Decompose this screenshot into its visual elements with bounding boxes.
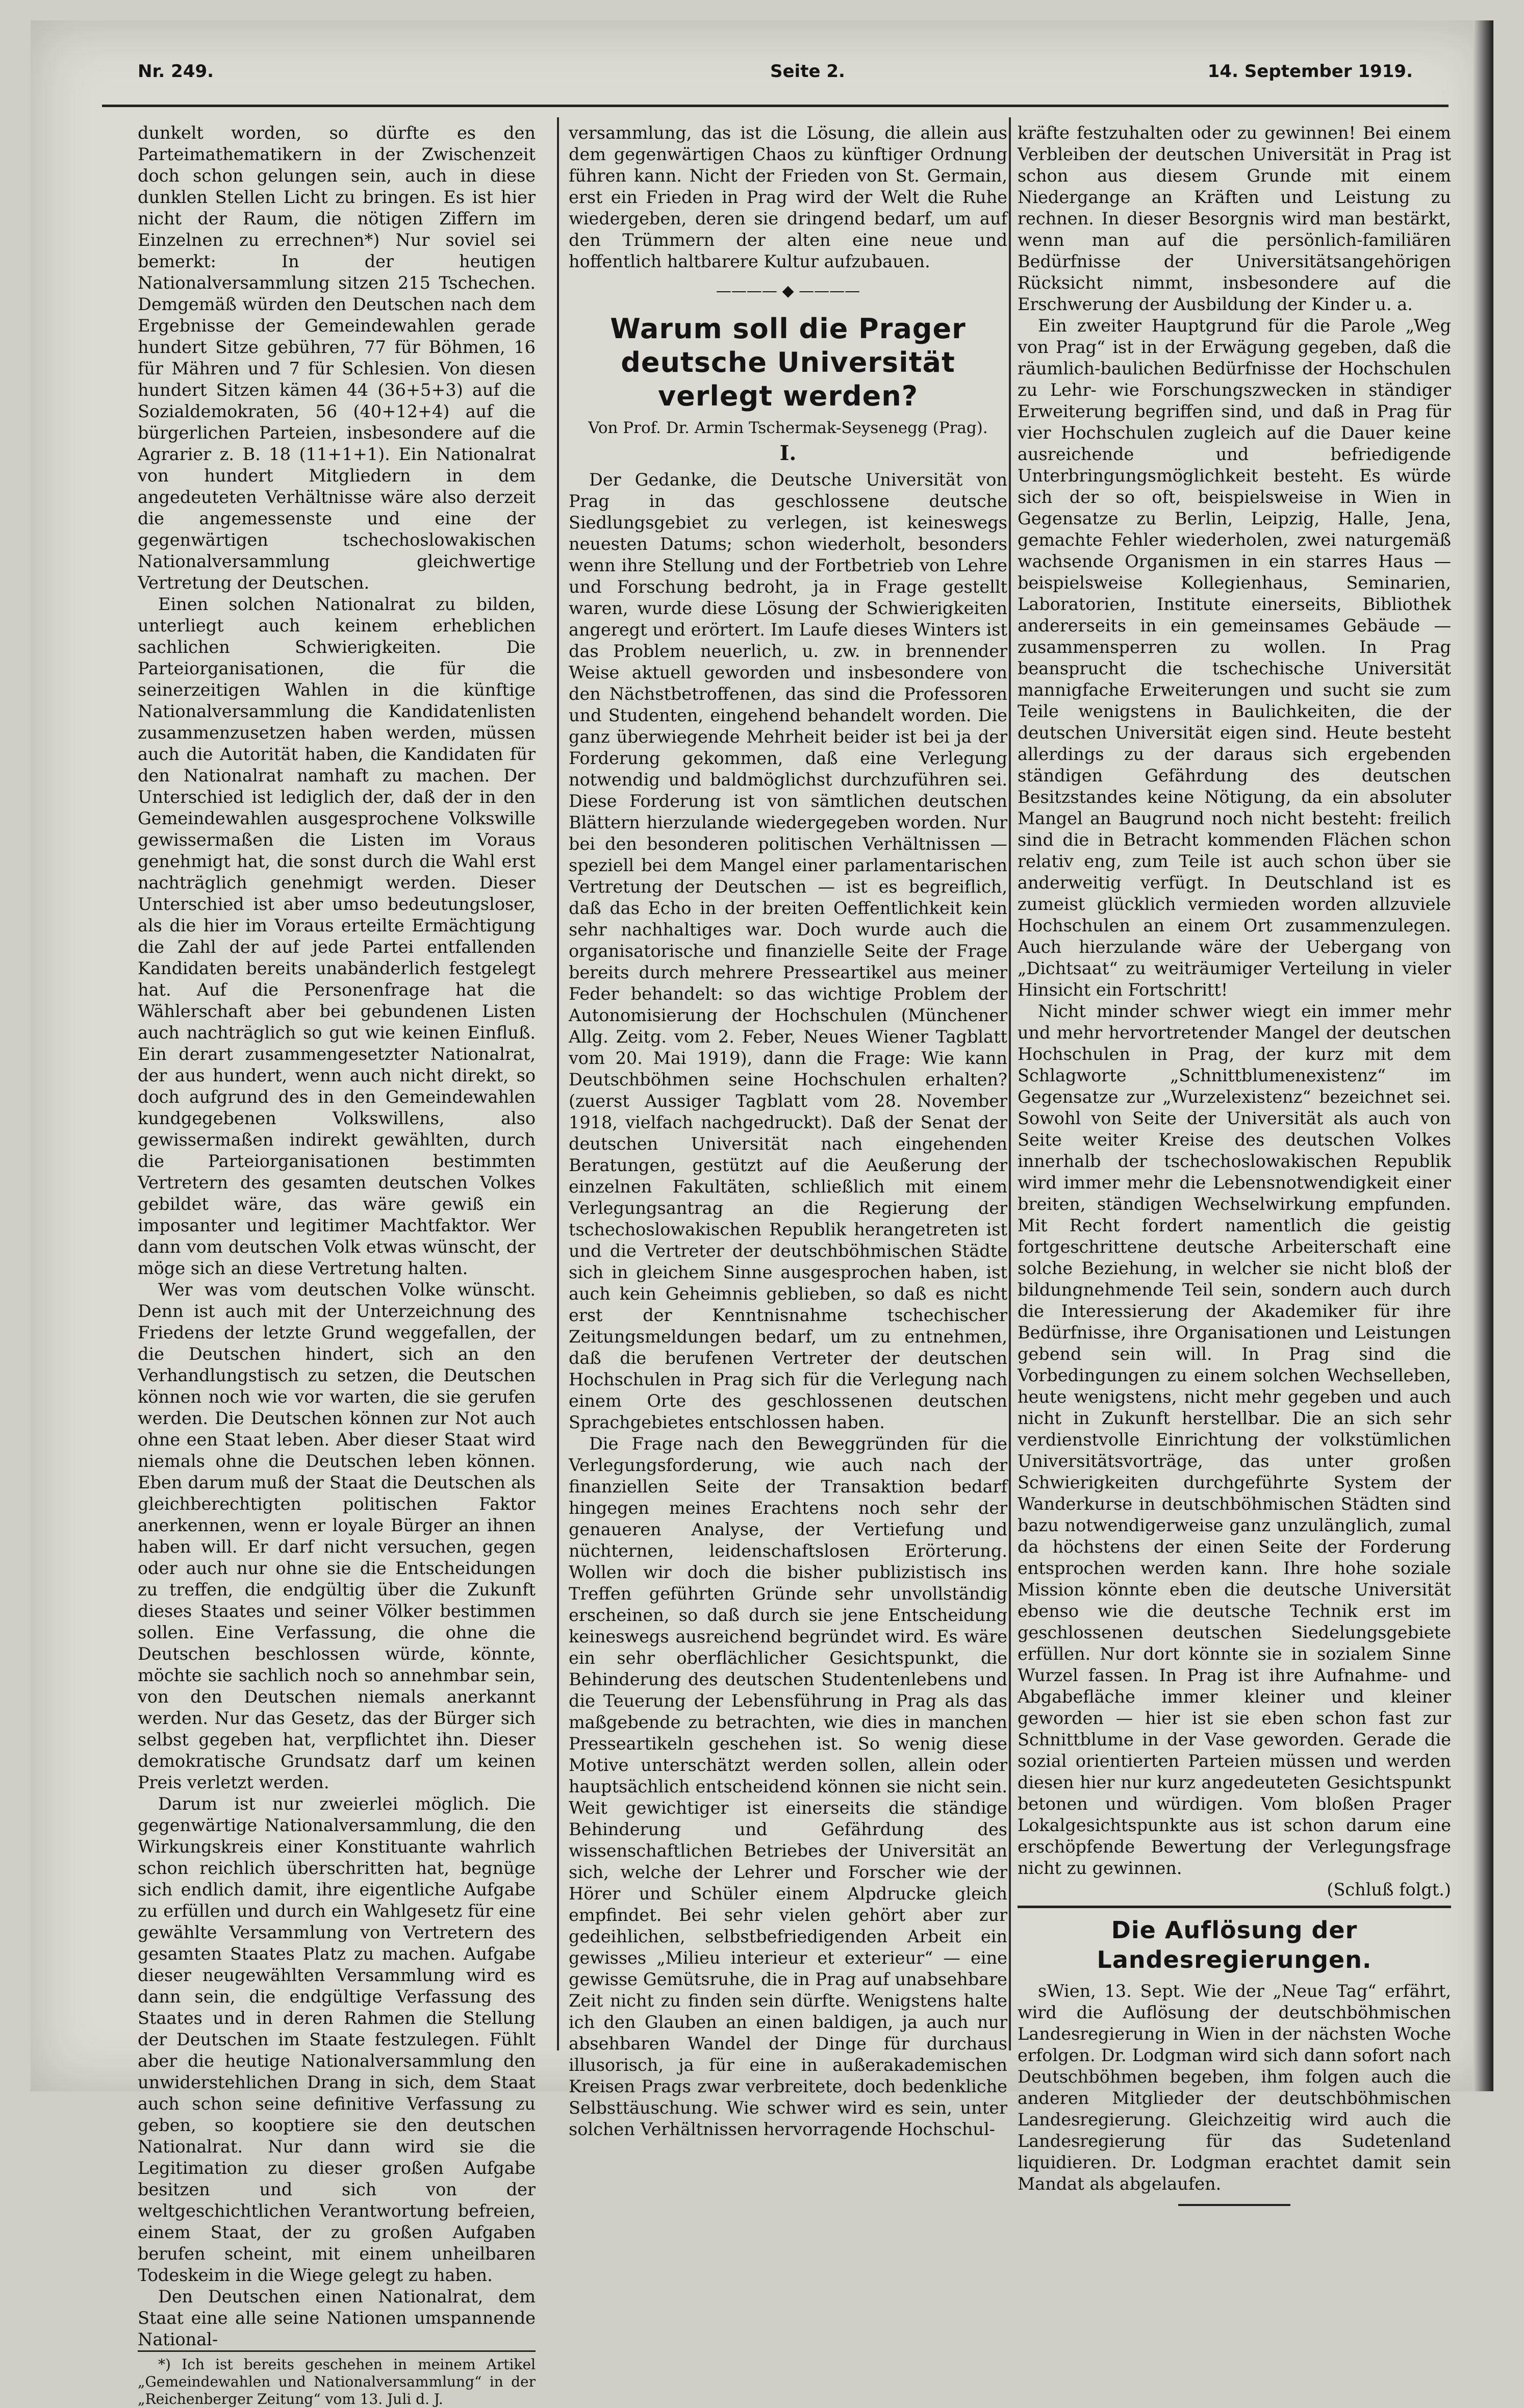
paragraph: Darum ist nur zweierlei möglich. Die gegenwärtige Nationalversammlung, die den Wirkungskreis einer Konstituante wahrlich schon reichlich überschritten hat, begnüge sich endlich damit, ihre eigentliche Aufgabe zu erfüllen und durch ein Wahlgesetz für eine gewählte Versammlung von Vertretern des gesamten Staates Platz zu machen. Aufgabe dieser neugewählten Versammlung wird es dann sein, die endgültige Verfassung des Staates und in deren Rahmen die Stellung der Deutschen im Staate festzulegen. Fühlt aber die heutige Nationalversammlung den unwiderstehlichen Drang in sich, dem Staat auch schon seine definitive Verfassung zu geben, so kooptiere sie den deutschen Nationalrat. Nur dann wird sie die Legitimation zu dieser großen Aufgabe besitzen und sich von der weltgeschichtlichen Verantwortung befreien, einem Staat, der zu großen Aufgaben berufen scheint, mit einem unheilbaren Todeskeim in die Wiege gelegt zu haben. [138,1794,536,2285]
paragraph: Den Deutschen einen Nationalrat, dem Staat eine alle seine Nationen umspannende National- [138,2287,536,2349]
article-byline: Von Prof. Dr. Armin Tschermak-Seysenegg (Prag). [588,419,988,437]
column-3 [1018,122,1451,2194]
issue-date: 14. September 1919. [1207,61,1413,82]
paragraph: Ein zweiter Hauptgrund für die Parole „Weg von Prag“ ist in der Erwägung gegeben, daß die räumlich-baulichen Bedürfnisse der Hochschulen zu Lehr- wie Forschungszwecken in ständiger Erweiterung begriffen sind, und daß in Prag für vier Hochschulen zugleich auf die Dauer keine ausreichende und befriedigende Unterbringungsmöglichkeit besteht. Es würde sich der so oft, beispielsweise in Wien in Gegensatze zu Berlin, Leipzig, Halle, Jena, gemachte Fehler wiederholen, zwei naturgemäß wachsende Organismen in ein starres Haus — beispielsweise Kollegienhaus, Seminarien, Laboratorien, Institute einerseits, Bibliothek andererseits in ein gemeinsames Gebäude — zusammensperren zu wollen. In Prag beansprucht die tschechische Universität mannigfache Erweiterungen und sucht sie zum Teile wenigstens in Baulichkeiten, die der deutschen Universität eigen sind. Heute besteht allerdings zu der daraus sich ergebenden ständigen Gefährdung des deutschen Besitzstandes keine Nötigung, da ein absoluter Mangel an Baugrund noch nicht besteht: freilich sind die in Betracht kommenden Flächen schon relativ eng, zum Teile ist auch schon über sie anderweitig verfügt. In Deutschland ist es zumeist glücklich vermieden worden allzuviele Hochschulen an einem Ort zusammenzulegen. Auch hierzulande wäre der Uebergang von „Dichtsaat“ zu weiträumiger Verteilung in vieler Hinsicht ein Fortschritt! [1018,316,1451,1000]
news-title: Die Auflösung der Landesregierungen. [1018,1906,1451,1974]
footnote: *) Ich ist bereits geschehen in meinem Artikel „Gemeindewahlen und Nationalversammlung“ in der „Reichenberger Zeitung“ vom 13. Juli d. J. [138,2350,536,2408]
continuation-note: (Schluß folgt.) [1327,1880,1451,1899]
column-divider-2 [1009,117,1011,2050]
paragraph: Nicht minder schwer wiegt ein immer mehr und mehr hervortretender Mangel der deutschen Hochschulen in Prag, der kurz mit dem Schlagworte „Schnittblumenexistenz“ im Gegensatze zur „Wurzelexistenz“ bezeichnet sei. Sowohl von Seite der Universität als auch von Seite weiter Kreise des deutschen Volkes innerhalb der tschechoslowakischen Republik wird immer mehr die Lebensnotwendigkeit einer breiten, ständigen Wechselwirkung empfunden. Mit Recht fordert namentlich die geistig fortgeschrittene deutsche Arbeiterschaft eine solche Beziehung, in welcher sie nicht bloß der bildungnehmende Teil sein, sondern auch durch die Interessierung der Akademiker für ihre Bedürfnisse, ihre Organisationen und Leistungen gebend sein will. In Prag sind die Vorbedingungen zu einem solchen Wechselleben, heute wenigstens, nicht mehr gegeben und auch nicht in Zukunft herstellbar. Die an sich sehr verdienstvolle Einrichtung der volkstümlichen Universitätsvorträge, das unter großen Schwierigkeiten durchgeführte System der Wanderkurse in deutschböhmischen Städten sind bazu notwendigerweise ganz unzulänglich, zumal da höchstens der einen Seite der Forderung entsprochen werden kann. Ihre hohe soziale Mission könnte eben die deutsche Universität ebenso wie die deutsche Technik erst im geschlossenen deutschen Siedelungsgebiete erfüllen. Nur dort könnte sie in sozialem Sinne Wurzel fassen. In Prag ist ihre Aufnahme- und Abgabefläche immer kleiner und kleiner geworden — hier ist sie eben schon fast zur Schnittblume in der Vase geworden. Gerade die sozial orientierten Parteien müssen und werden diesen hier nur kurz angedeuteten Gesichtspunkt betonen und würdigen. Vom bloßen Prager Lokalgesichtspunkte aus ist schon darum eine erschöpfende Bewertung der Verlegungsfrage nicht zu gewinnen. [1018,1001,1451,1878]
issue-number: Nr. 249. [138,61,214,82]
header-rule [102,105,1449,107]
paragraph: Wer was vom deutschen Volke wünscht. Denn ist auch mit der Unterzeichnung des Friedens der letzte Grund weggefallen, der die Deutschen hindert, sich an den Verhandlungstisch zu setzen, die Deutschen können noch wie vor warten, die sie gerufen werden. Die Deutschen können zur Not auch ohne een Staat leben. Aber dieser Staat wird niemals ohne die Deutschen leben können. Eben darum muß der Staat die Deutschen als gleichberechtigten politischen Faktor anerkennen, wenn er loyale Bürger an ihnen haben will. Er darf nicht versuchen, gegen oder auch nur ohne sie die Entscheidungen zu treffen, die endgültig über die Zukunft dieses Staates und seiner Völker bestimmen sollen. Eine Verfassung, die ohne die Deutschen beschlossen würde, könnte, möchte sie sachlich noch so annehmbar sein, von den Deutschen niemals anerkannt werden. Nur das Gesetz, das der Bürger sich selbst gegeben hat, verpflichtet ihn. Dieser demokratische Grundsatz darf um keinen Preis verletzt werden. [138,1280,536,1792]
page-header [102,61,1449,92]
page-edge-shadow [1473,20,1493,2091]
paragraph: sWien, 13. Sept. Wie der „Neue Tag“ erfährt, wird die Auflösung der deutschböhmischen Landesregierung in Wien in der nächsten Woche erfolgen. Dr. Lodgman wird sich dann sofort nach Deutschböhmen begeben, ihm folgen auch die anderen Mitglieder der deutschböhmischen Landesregierung. Gleichzeitig wird auch die Landesregierung für das Sudetenland liquidieren. Dr. Lodgman erachtet damit sein Mandat als abgelaufen. [1018,1981,1451,2194]
column-divider-1 [557,117,559,2050]
ornament-divider: ———— ◆ ———— [716,282,860,300]
column-1 [138,122,536,2407]
section-number: I. [779,441,797,465]
column-2 [569,122,1007,2139]
end-rule [1178,2204,1290,2206]
article-title: Warum soll die Prager deutsche Universität verlegt werden? [610,313,966,412]
paragraph: Der Gedanke, die Deutsche Universität von Prag in das geschlossene deutsche Siedlungsgebiet zu verlegen, ist keineswegs neuesten Datums; schon wiederholt, besonders wenn ihre Stellung und der Fortbetrieb von Lehre und Forschung bedroht, ja in Frage gestellt waren, wurde diese Lösung der Schwierigkeiten angeregt und erörtert. Im Laufe dieses Winters ist das Problem neuerlich, u. zw. in brennender Weise aktuell geworden und insbesondere von den Nächstbetroffenen, das sind die Professoren und Studenten, eingehend behandelt worden. Die ganz überwiegende Mehrheit beider ist bei ja der Forderung gekommen, daß eine Verlegung notwendig und baldmöglichst durchzuführen sei. Diese Forderung ist von sämtlichen deutschen Blättern hierzulande wiedergegeben worden. Nur bei den besonderen politischen Verhältnissen — speziell bei dem Mangel einer parlamentarischen Vertretung der Deutschen — ist es begreiflich, daß das Echo in der breiten Oeffentlichkeit kein sehr nachhaltiges war. Doch wurde auch die organisatorische und finanzielle Seite der Frage bereits durch mehrere Presseartikel aus meiner Feder behandelt: so das wichtige Problem der Autonomisierung der Hochschulen (Münchener Allg. Zeitg. vom 2. Feber, Neues Wiener Tagblatt vom 20. Mai 1919), dann die Frage: Wie kann Deutschböhmen seine Hochschulen erhalten? (zuerst Aussiger Tagblatt vom 28. November 1918, vielfach nachgedruckt). Daß der Senat der deutschen Universität nach eingehenden Beratungen, gestützt auf die Aeußerung der einzelnen Fakultäten, schließlich mit einem Verlegungsantrag an die Regierung der tschechoslowakischen Republik herangetreten ist und die Vertreter der deutschböhmischen Städte sich in gleichem Sinne ausgesprochen haben, ist auch kein Geheimnis geblieben, so daß es nicht erst der Kenntnisnahme tschechischer Zeitungsmeldungen bedarf, um zu entnehmen, daß die berufenen Vertreter der deutschen Hochschulen in Prag sich für die Verlegung nach einem Orte des geschlossenen deutschen Sprachgebietes entschlossen haben. [569,470,1007,1432]
paragraph: versammlung, das ist die Lösung, die allein aus dem gegenwärtigen Chaos zu künftiger Ordnung führen kann. Nicht der Frieden von St. Germain, erst ein Frieden in Prag wird der Welt die Ruhe wiedergeben, deren sie dringend bedarf, um auf den Trümmern der alten eine neue und hoffentlich haltbarere Kultur aufzubauen. [569,123,1007,271]
paragraph: kräfte festzuhalten oder zu gewinnen! Bei einem Verbleiben der deutschen Universität in Prag ist schon aus diesem Grunde mit einem Niedergange an Kräften und Leistung zu rechnen. In dieser Besorgnis wird man bestärkt, wenn man auf die persönlich-familiären Bedürfnisse der Universitätsangehörigen Rücksicht nimmt, insbesondere auf die Erschwerung der Ausbildung der Kinder u. a. [1018,123,1451,314]
paragraph: Einen solchen Nationalrat zu bilden, unterliegt auch keinem erheblichen sachlichen Schwierigkeiten. Die Parteiorganisationen, die für die seinerzeitigen Wahlen in die künftige Nationalversammlung die Kandidatenlisten zusammenzusetzen haben werden, müssen auch die Autorität haben, die Kandidaten für den Nationalrat namhaft zu machen. Der Unterschied ist lediglich der, daß der in den Gemeindewahlen ausgesprochene Volkswille gewissermaßen die Listen im Voraus genehmigt hat, die sonst durch die Wahl erst nachträglich genehmigt werden. Dieser Unterschied ist aber umso bedeutungsloser, als die hier im Voraus erteilte Ermächtigung die Zahl der auf jede Partei entfallenden Kandidaten bereits unabänderlich festgelegt hat. Auf die Personenfrage hat die Wählerschaft aber bei gebundenen Listen auch nachträglich so gut wie keinen Einfluß. Ein derart zusammengesetzter Nationalrat, der aus hundert, wenn auch nicht direkt, so doch aufgrund des in den Gemeindewahlen kundgegebenen Volkswillens, also gewissermaßen indirekt gewählten, durch die Parteiorganisationen bestimmten Vertretern des gesamten deutschen Volkes gebildet wäre, das wäre gewiß ein imposanter und legitimer Machtfaktor. Wer dann vom deutschen Volk etwas wünscht, der möge sich an diese Vertretung halten. [138,594,536,1278]
paragraph: Die Frage nach den Beweggründen für die Verlegungsforderung, wie auch nach der finanziellen Seite der Transaktion bedarf hingegen meines Erachtens noch sehr der genaueren Analyse, der Vertiefung und nüchternen, leidenschaftslosen Erörterung. Wollen wir doch die bisher publizistisch ins Treffen geführten Gründe sehr unvollständig erscheinen, so daß durch sie jene Entscheidung keineswegs ausreichend begründet wird. Es wäre ein sehr oberflächlicher Gesichtspunkt, die Behinderung des deutschen Studentenlebens und die Teuerung der Lebensführung in Prag als das maßgebende zu betrachten, wie dies in manchen Presseartikeln geschehen ist. So wenig diese Motive unterschätzt werden sollen, allein oder hauptsächlich entscheidend können sie nicht sein. Weit gewichtiger ist einerseits die ständige Behinderung und Gefährdung des wissenschaftlichen Betriebes der Universität an sich, welche der Lehrer und Forscher wie der Hörer und Schüler einem Alpdrucke gleich empfindet. Bei sehr vielen gehört aber zur gedeihlichen, selbstbefriedigenden Arbeit ein gewisses „Milieu interieur et exterieur“ — eine gewisse Gemütsruhe, die in Prag auf unabsehbare Zeit nicht zu finden sein dürfte. Wenigstens halte ich den Glauben an einen baldigen, ja auch nur absehbaren Wandel der Dinge für durchaus illusorisch, ja für eine in außerakademischen Kreisen Prags zwar verbreitete, doch bedenkliche Selbsttäuschung. Wie schwer wird es sein, unter solchen Verhältnissen hervorragende Hochschul- [569,1434,1007,2139]
page-number: Seite 2. [770,61,845,82]
paragraph: dunkelt worden, so dürfte es den Parteimathematikern in der Zwischenzeit doch schon gelungen sein, auch in diese dunklen Stellen Licht zu bringen. Es ist hier nicht der Raum, die nötigen Ziffern im Einzelnen zu errechnen*) Nur soviel sei bemerkt: In der heutigen Nationalversammlung sitzen 215 Tschechen. Demgemäß würden den Deutschen nach dem Ergebnisse der Gemeindewahlen gerade hundert Sitze gebühren, 77 für Böhmen, 16 für Mähren und 7 für Schlesien. Von diesen hundert Sitzen kämen 44 (36+5+3) auf die Sozialdemokraten, 56 (40+12+4) auf die bürgerlichen Parteien, insbesondere auf die Agrarier z. B. 18 (11+1+1). Ein Nationalrat von hundert Mitgliedern in dem angedeuteten Verhältnisse wäre also derzeit die angemessenste und eine der gegenwärtigen tschechoslowakischen Nationalversammlung gleichwertige Vertretung der Deutschen. [138,123,536,593]
